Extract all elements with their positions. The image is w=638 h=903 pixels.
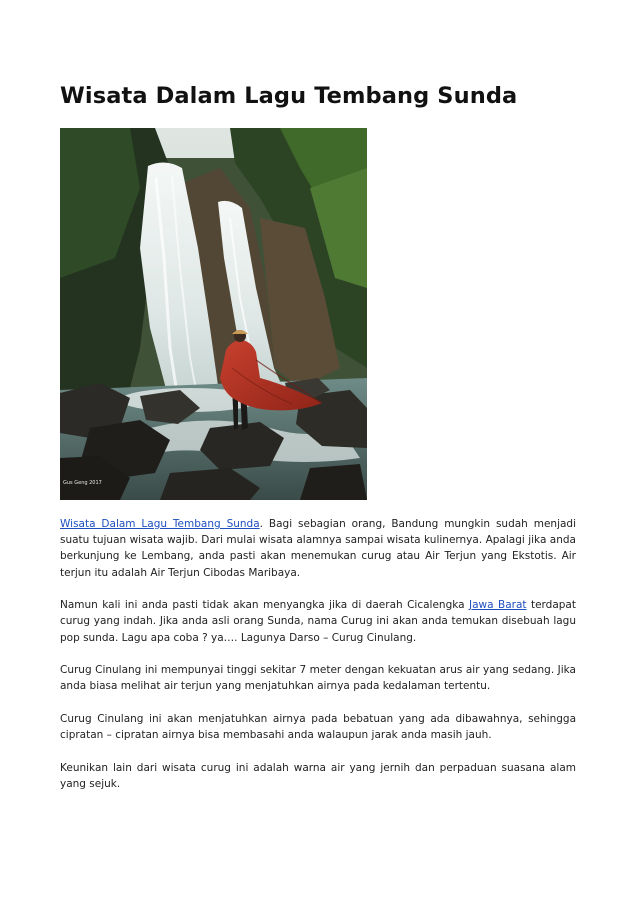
paragraph-3: Curug Cinulang ini mempunyai tinggi sekitar 7 meter dengan kekuatan arus air yang sedang. Jika anda biasa melihat air terjun yang menjatuhkan airnya pada kedalaman tertentu. xyxy=(60,664,576,693)
waterfall-photo xyxy=(60,128,367,500)
waterfall-image xyxy=(60,128,367,500)
paragraph-5: Keunikan lain dari wisata curug ini adalah warna air yang jernih dan perpaduan suasana alam yang sejuk. xyxy=(60,761,576,790)
article-body xyxy=(60,516,576,809)
paragraph-2-text-before: Namun kali ini anda pasti tidak akan menyangka jika di daerah Cicalengka xyxy=(60,599,470,612)
paragraph-1 xyxy=(60,516,576,581)
paragraph-2-text-after: terdapat curug yang indah. Jika anda asli orang Sunda, nama Curug ini akan anda temukan disebuah lagu pop sunda. Lagu apa coba ? ya…. Lagunya Darso – Curug Cinulang. xyxy=(60,599,576,644)
link-wisata-dalam-lagu[interactable]: Wisata Dalam Lagu Tembang Sunda xyxy=(60,518,260,530)
paragraph-4: Curug Cinulang ini akan menjatuhkan airnya pada bebatuan yang ada dibawahnya, sehingga cipratan – cipratan airnya bisa membasahi anda walaupun jarak anda masih jauh. xyxy=(60,713,576,742)
link-jawa-barat[interactable]: Jawa Barat xyxy=(469,599,527,612)
paragraph-1-text: . Bagi sebagian orang, Bandung mungkin sudah menjadi suatu tujuan wisata wajib. Dari mulai wisata alamnya sampai wisata kulinernya. Apalagi jika anda berkunjung ke Lembang, anda pasti akan menemukan curug atau Air Terjun yang Ekstotis. Air terjun itu adalah Air Terjun Cibodas Maribaya. xyxy=(60,518,577,579)
paragraph-2 xyxy=(60,597,576,646)
page-title: Wisata Dalam Lagu Tembang Sunda xyxy=(60,83,518,109)
photo-watermark-text: Gus Geng 2017 xyxy=(63,480,102,486)
